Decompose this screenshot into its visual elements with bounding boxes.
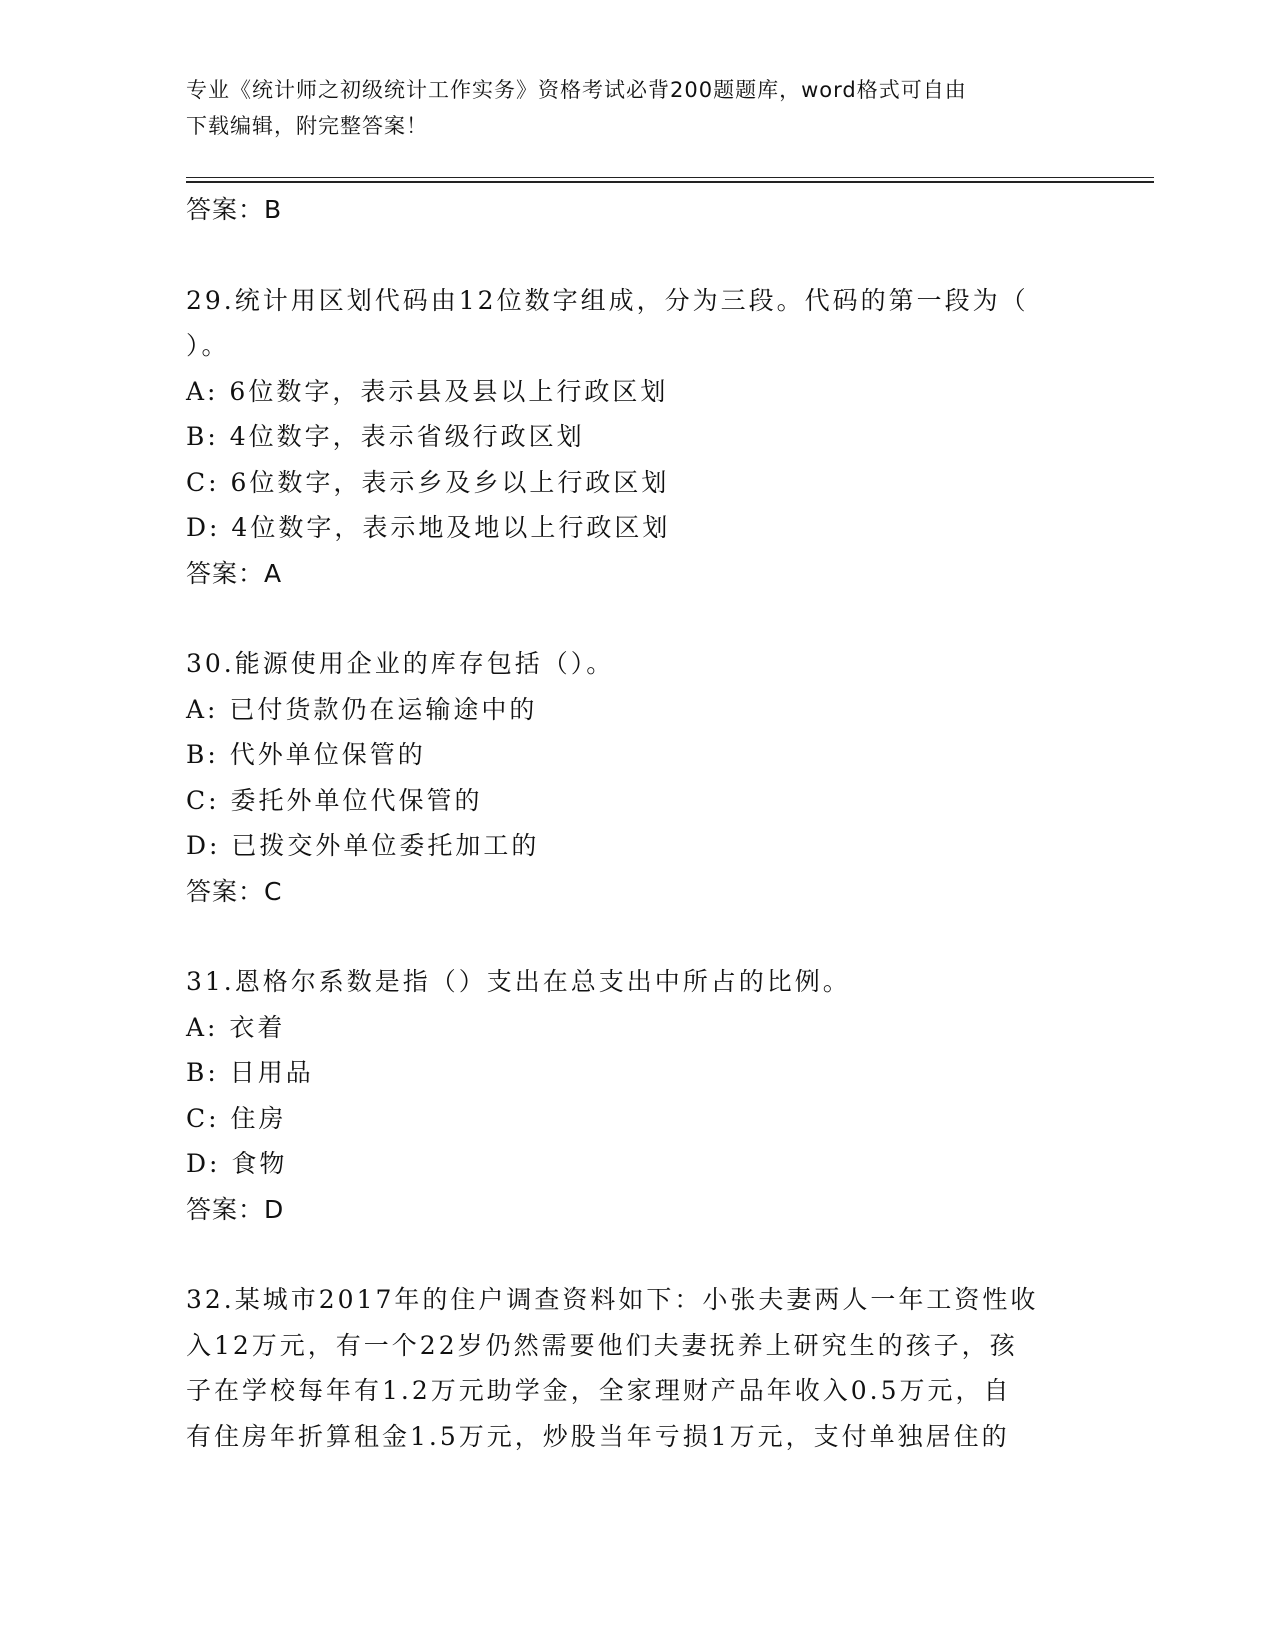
question-stem-line: 32.某城市2017年的住户调查资料如下：小张夫妻两人一年工资性收 — [186, 1285, 1039, 1314]
answer-line: 答案：A — [186, 558, 283, 588]
question-stem-line: 入12万元，有一个22岁仍然需要他们夫妻抚养上研究生的孩子，孩 — [186, 1330, 1018, 1360]
question-list — [186, 187, 1066, 1459]
document-header — [186, 72, 1086, 144]
question-stem-line: 子在学校每年有1.2万元助学金，全家理财产品年收入0.5万元，自 — [186, 1376, 1012, 1405]
option-d: D: 4位数字，表示地及地以上行政区划 — [186, 513, 671, 542]
header-line-2: 下载编辑，附完整答案！ — [186, 114, 428, 138]
header-divider-thin — [186, 177, 1154, 178]
question-stem-line: 31.恩格尔系数是指（）支出在总支出中所占的比例。 — [186, 967, 851, 996]
option-d: D: 食物 — [186, 1149, 288, 1178]
option-a: A: 已付货款仍在运输途中的 — [186, 694, 538, 724]
option-c: C: 住房 — [186, 1103, 287, 1133]
header-divider-thick — [186, 181, 1154, 183]
question-29 — [186, 278, 1066, 597]
previous-answer: 答案：B — [186, 195, 283, 224]
option-a: A: 6位数字，表示县及县以上行政区划 — [186, 376, 669, 406]
question-stem-line: 30.能源使用企业的库存包括（）。 — [186, 649, 615, 678]
question-stem-line: 29.统计用区划代码由12位数字组成，分为三段。代码的第一段为（ — [186, 285, 1029, 315]
header-line-1: 专业《统计师之初级统计工作实务》资格考试必背200题题库，word格式可自由 — [186, 78, 967, 102]
question-stem-line: 有住房年折算租金1.5万元，炒股当年亏损1万元，支付单独居住的 — [186, 1421, 1010, 1451]
option-b: B: 代外单位保管的 — [186, 740, 426, 769]
option-b: B: 4位数字，表示省级行政区划 — [186, 422, 585, 451]
option-c: C: 6位数字，表示乡及乡以上行政区划 — [186, 467, 670, 497]
answer-line: 答案：D — [186, 1194, 285, 1224]
question-31 — [186, 959, 1066, 1232]
question-30 — [186, 641, 1066, 914]
answer-line: 答案：C — [186, 876, 283, 906]
question-32 — [186, 1277, 1066, 1459]
option-d: D: 已拨交外单位委托加工的 — [186, 831, 540, 860]
option-c: C: 委托外单位代保管的 — [186, 785, 483, 815]
option-a: A: 衣着 — [186, 1012, 286, 1042]
question-stem-line: ）。 — [186, 331, 230, 360]
option-b: B: 日用品 — [186, 1058, 314, 1087]
